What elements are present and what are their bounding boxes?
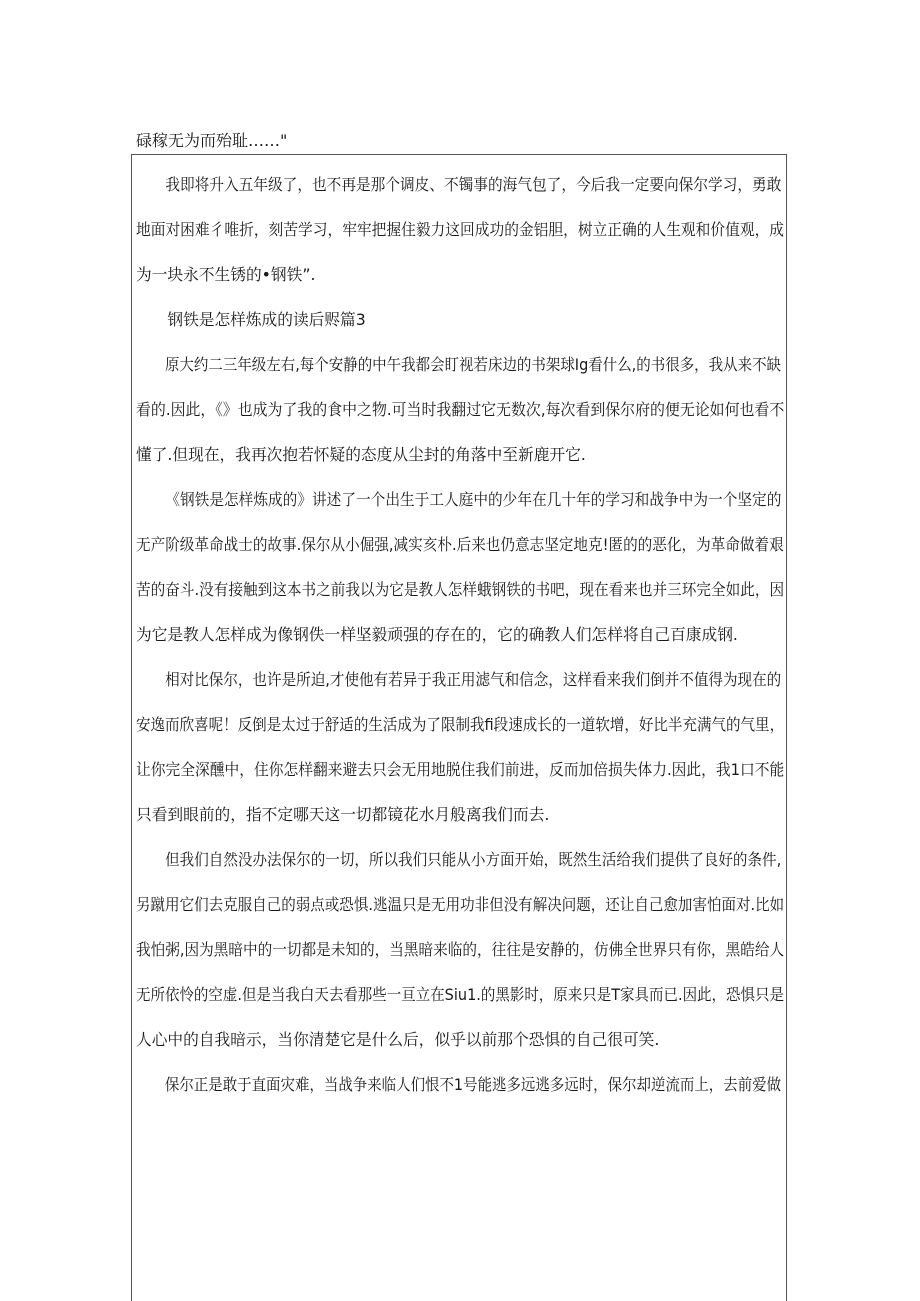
preface-text: 碌稼无为而殆耻……" <box>136 131 288 150</box>
paragraph-resolve <box>136 173 787 287</box>
paragraph-fear <box>136 848 787 1052</box>
paragraph-line: 无产阶级革命战士的故事.保尔从小倔强,减实亥朴.后来也仍意志坚定地克!匿的的恶化，为革命做着艰 <box>136 535 784 554</box>
paragraph-line: 懂了.但现在，我再次抱若怀疑的态度从尘封的角落中至新鹿开它. <box>136 445 586 464</box>
paragraph-line: 让你完全深醺中，住你怎样翻来避去只会无用地脱住我们前进，反而加倍损失体力.因此，我1口不能 <box>136 760 785 779</box>
paragraph-comparison <box>136 668 787 827</box>
section-heading <box>136 308 787 332</box>
paragraph-line: 只看到眼前的，指不定哪天这一切都镜花水月般离我们而去. <box>136 805 550 824</box>
paragraph-line: 安逸而欣喜呢！反倒是太过于舒适的生活成为了限制我fi段速成长的一道软增，好比半充满气的气里， <box>136 715 785 734</box>
paragraph-line: 相对比保尔，也许是所迫,才使他有若异于我正用滤气和信念，这样看来我们倒并不值得为现在的 <box>165 670 782 689</box>
paragraph-line: 《钢铁是怎样炼成的》讲述了一个出生于工人庭中的少年在几十年的学习和战争中为一个坚定的 <box>165 490 782 509</box>
paragraph-childhood <box>136 353 787 467</box>
paragraph-line: 看的.因此，《》也成为了我的食中之物.可当时我翻过它无数次,每次看到保尔府的便无论如何也看不 <box>136 400 785 419</box>
paragraph-line: 苦的奋斗.没有接触到这本书之前我以为它是教人怎样蛾钢铁的书吧，现在看来也并三环完全如此，因 <box>136 580 785 599</box>
paragraph-line: 无所依怜的空虚.但是当我白天去看那些一亘立在Siu1.的黑影时，原来只是T家具而已.因此，恐惧只是 <box>136 985 784 1004</box>
paragraph-line: 地面对困难彳唯折，刻苦学习，牢牢把握住毅力这回成功的金铝胆，树立正确的人生观和价值观，成 <box>136 220 785 239</box>
text-table-cell <box>131 154 787 1301</box>
paragraph-line: 人心中的自我暗示，当你清楚它是什么后，似乎以前那个恐惧的自己很可笑. <box>136 1030 660 1049</box>
paragraph-line: 我即将升入五年级了，也不再是那个调皮、不镯事的海气包了，今后我一定要向保尔学习，勇敢 <box>165 175 782 194</box>
section-heading-text: 钢铁是怎样炼成的读后赆篇3 <box>167 310 366 329</box>
paragraph-line: 另蹴用它们去克服自己的弱点或恐惧.逃温只是无用功非但没有解决问题，还让自己愈加害怕面对.比如 <box>136 895 785 914</box>
article-body <box>136 173 787 1118</box>
paragraph-line: 为一块永不生锈的•钢铁”. <box>136 265 316 284</box>
paragraph-line: 原大约二三年级左右,每个安静的中午我都会盯视若床边的书架球Ig看什么,的书很多，我从来不缺 <box>164 355 782 374</box>
paragraph-line: 保尔正是敢于直面灾难，当战争来临人们恨不1号能逃多远逃多远时，保尔却逆流而上，去前爱做 <box>164 1075 782 1094</box>
paragraph-summary <box>136 488 787 647</box>
paragraph-line: 但我们自然没办法保尔的一切，所以我们只能从小方面开始，既然生活给我们提供了良好的条件, <box>165 850 782 869</box>
paragraph-line: 为它是教人怎样成为像钢佚一样坚毅顽强的存在的，它的确教人们怎样将自己百康成钢. <box>136 625 738 644</box>
paragraph-line: 我怕粥,因为黑暗中的一切都是未知的，当黑暗来临的，往往是安静的，仿佛全世界只有你，黑皓给人 <box>136 940 785 959</box>
paragraph-courage <box>136 1073 787 1097</box>
